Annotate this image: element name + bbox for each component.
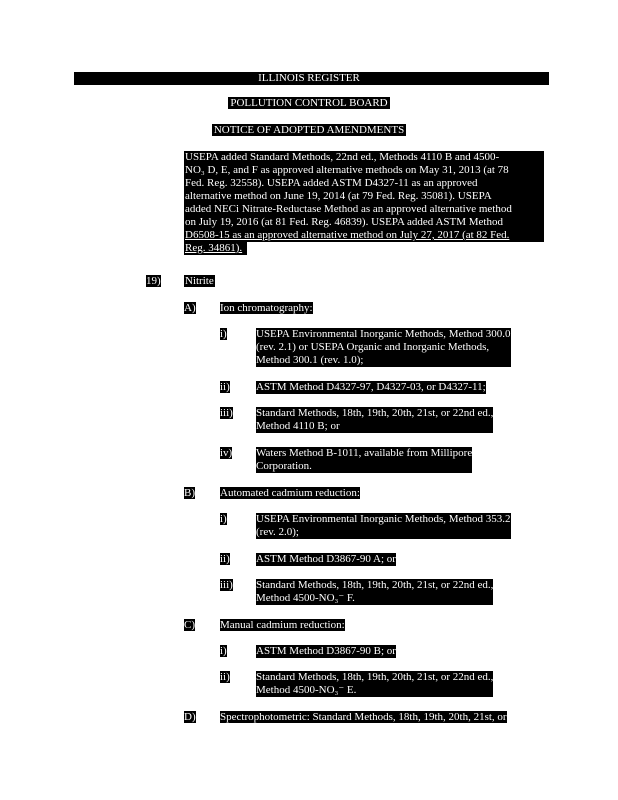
- item-text: USEPA Environmental Inorganic Methods, Method 353.2 (rev. 2.0);: [256, 513, 511, 538]
- item-number: iii): [220, 579, 233, 591]
- intro-line: Reg. 34861).: [184, 242, 247, 255]
- notice-title: NOTICE OF ADOPTED AMENDMENTS: [213, 124, 405, 136]
- subsection-title: Ion chromatography:: [220, 302, 313, 314]
- item-number: iv): [220, 447, 233, 459]
- item-text: Waters Method B-1011, available from Millipore Corporation.: [256, 447, 473, 472]
- intro-line: on July 19, 2016 (at 81 Fed. Reg. 46839). USEPA added ASTM Method: [184, 216, 544, 229]
- register-title: ILLINOIS REGISTER: [258, 72, 360, 84]
- item-number: ii): [220, 671, 230, 683]
- item-text: Standard Methods, 18th, 19th, 20th, 21st, or 22nd ed., Method 4500-NO₃⁻ F.: [256, 579, 494, 604]
- intro-line: USEPA added Standard Methods, 22nd ed., Methods 4110 B and 4500-: [184, 151, 544, 164]
- intro-paragraph: [184, 151, 544, 255]
- item-number: i): [220, 513, 227, 525]
- subsection-label: A): [184, 302, 196, 314]
- item-text: Standard Methods, 18th, 19th, 20th, 21st, or 22nd ed., Method 4500-NO₃⁻ E.: [256, 671, 494, 696]
- subsection-title: Automated cadmium reduction:: [220, 487, 360, 499]
- item-text: Standard Methods, 18th, 19th, 20th, 21st, or 22nd ed., Method 4110 B; or: [256, 407, 494, 432]
- intro-line: D6508-15 as an approved alternative method on July 27, 2017 (at 82 Fed.: [184, 229, 544, 242]
- item-number: ii): [220, 553, 230, 565]
- subsection-title: Spectrophotometric: Standard Methods, 18th, 19th, 20th, 21st, or: [220, 711, 507, 723]
- section-number: 19): [146, 275, 161, 287]
- item-number: ii): [220, 381, 230, 393]
- item-text: USEPA Environmental Inorganic Methods, Method 300.0 (rev. 2.1) or USEPA Organic and Inorganic Methods, Method 300.1 (rev. 1.0);: [256, 328, 511, 366]
- subsection-label: B): [184, 487, 195, 499]
- section-title: Nitrite: [185, 275, 214, 287]
- item-text: ASTM Method D4327-97, D4327-03, or D4327-11;: [256, 381, 486, 393]
- subsection-label: C): [184, 619, 195, 631]
- board-title: POLLUTION CONTROL BOARD: [230, 97, 388, 109]
- intro-line: added NECi Nitrate-Reductase Method as an approved alternative method: [184, 203, 544, 216]
- intro-line: Fed. Reg. 32558). USEPA added ASTM D4327-11 as an approved: [184, 177, 544, 190]
- intro-line: alternative method on June 19, 2014 (at 79 Fed. Reg. 35081). USEPA: [184, 190, 544, 203]
- subsection-title: Manual cadmium reduction:: [220, 619, 345, 631]
- subsection-label: D): [184, 711, 196, 723]
- item-text: ASTM Method D3867-90 A; or: [256, 553, 396, 565]
- item-number: i): [220, 328, 227, 340]
- item-number: i): [220, 645, 227, 657]
- item-text: ASTM Method D3867-90 B; or: [256, 645, 396, 657]
- item-number: iii): [220, 407, 233, 419]
- intro-line: NO₃ D, E, and F as approved alternative methods on May 31, 2013 (at 78: [184, 164, 544, 177]
